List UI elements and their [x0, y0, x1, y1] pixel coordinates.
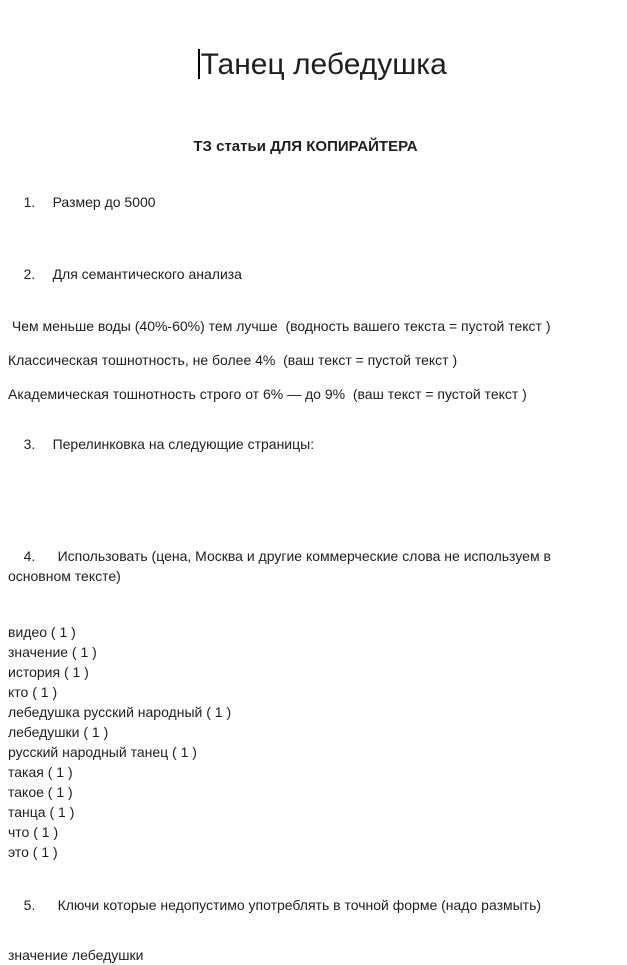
item-4-number[interactable]: 4. — [23, 548, 36, 564]
keyword-item[interactable]: история ( 1 ) — [8, 664, 89, 680]
keyword-item[interactable]: что ( 1 ) — [8, 824, 59, 840]
keyword-item[interactable]: лебедушки ( 1 ) — [8, 724, 109, 740]
item-2-text[interactable]: Для семантического анализа — [52, 266, 242, 282]
keyword-item[interactable]: кто ( 1 ) — [8, 684, 58, 700]
keyword-item[interactable]: это ( 1 ) — [8, 844, 58, 860]
keyword-item[interactable]: танца ( 1 ) — [8, 804, 75, 820]
item-4-text[interactable]: Использовать (цена, Москва и другие коммерческие слова не используем в основном тексте) — [8, 548, 555, 584]
numbered-item-2[interactable] — [8, 244, 603, 304]
document-title-text[interactable]: Танец лебедушка — [200, 48, 447, 81]
item-5-number[interactable]: 5. — [23, 897, 36, 913]
numbered-item-1[interactable] — [8, 172, 603, 232]
cutoff-keyword-line[interactable]: значение лебедушки — [8, 947, 144, 963]
item-3-number[interactable]: 3. — [23, 436, 36, 452]
keyword-item[interactable]: значение ( 1 ) — [8, 644, 97, 660]
numbered-item-5[interactable] — [8, 875, 603, 935]
item-1-number[interactable]: 1. — [23, 194, 36, 210]
document-title[interactable] — [8, 8, 603, 122]
paragraph-academic-nausea[interactable]: Академическая тошнотность строго от 6% — до 9% (ваш текст = пустой текст ) — [8, 386, 527, 402]
document-subtitle[interactable]: ТЗ статьи ДЛЯ КОПИРАЙТЕРА — [193, 138, 418, 155]
numbered-item-3[interactable] — [8, 414, 603, 474]
keyword-item[interactable]: такое ( 1 ) — [8, 784, 73, 800]
keyword-item[interactable]: видео ( 1 ) — [8, 624, 76, 640]
text-cursor — [198, 49, 200, 79]
item-1-text[interactable]: Размер до 5000 — [52, 194, 156, 210]
keyword-list[interactable] — [8, 622, 603, 862]
paragraph-water-content[interactable]: Чем меньше воды (40%-60%) тем лучше (водность вашего текста = пустой текст ) — [8, 318, 551, 334]
keyword-item[interactable]: лебедушка русский народный ( 1 ) — [8, 704, 232, 720]
keyword-item[interactable]: русский народный танец ( 1 ) — [8, 744, 197, 760]
item-2-number[interactable]: 2. — [23, 266, 36, 282]
paragraph-classic-nausea[interactable]: Классическая тошнотность, не более 4% (ваш текст = пустой текст ) — [8, 352, 458, 368]
item-3-text[interactable]: Перелинковка на следующие страницы: — [52, 436, 315, 452]
keyword-item[interactable]: такая ( 1 ) — [8, 764, 73, 780]
numbered-item-4[interactable] — [8, 526, 603, 606]
item-5-text[interactable]: Ключи которые недопустимо употреблять в точной форме (надо размыть) — [57, 897, 542, 913]
document-page[interactable] — [0, 8, 627, 963]
